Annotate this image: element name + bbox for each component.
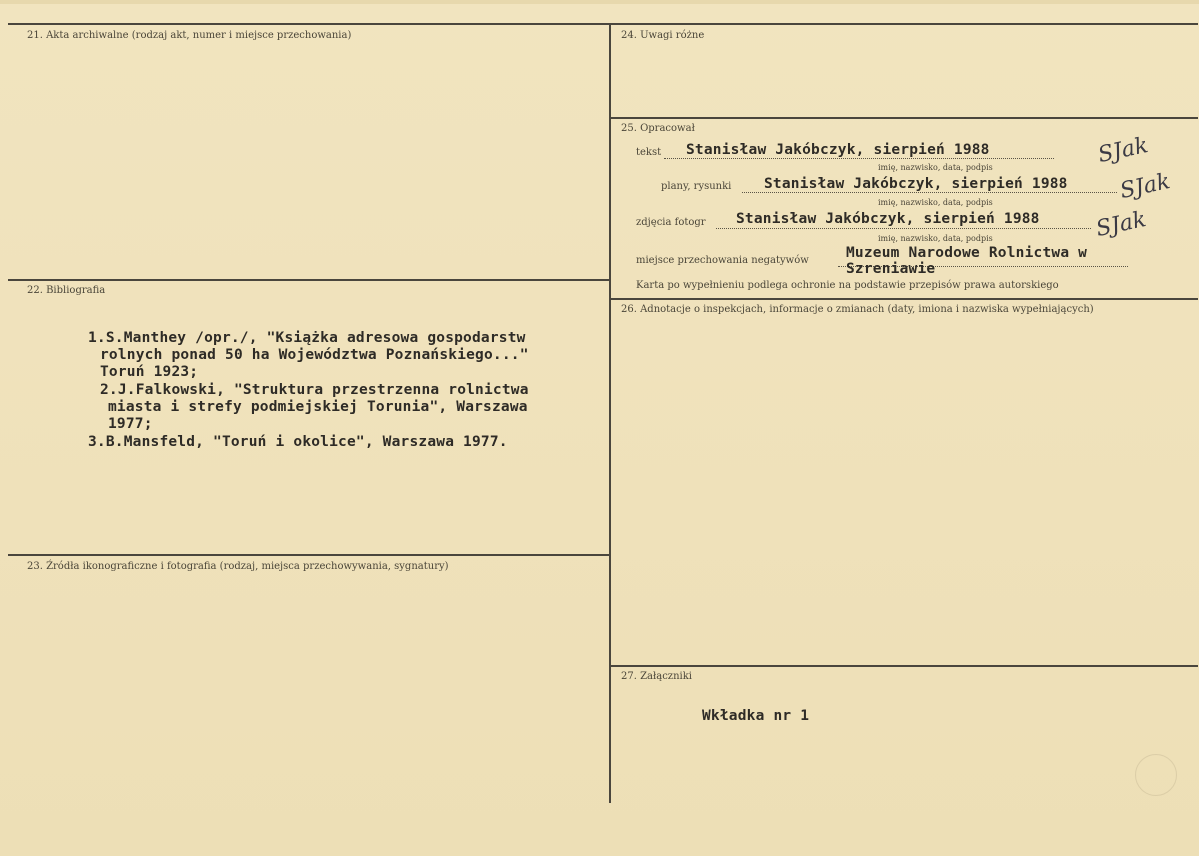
bibliography-line-2: rolnych ponad 50 ha Województwa Poznańskiego...": [100, 347, 529, 363]
copyright-note: Karta po wypełnieniu podlega ochronie na podstawie przepisów prawa autorskiego: [636, 280, 1059, 291]
divider-25-26: [610, 298, 1198, 300]
top-border: [8, 23, 1198, 25]
section-26-label: 26. Adnotacje o inspekcjach, informacje o zmianach (daty, imiona i nazwiska wypełniających): [621, 304, 1094, 315]
negatywy-value-line2: Szreniawie: [846, 261, 936, 277]
section-25-label: 25. Opracował: [621, 123, 695, 134]
faint-stamp-mark: [1135, 754, 1177, 796]
negatywy-label: miejsce przechowania negatywów: [636, 255, 809, 266]
plany-caption: imię, nazwisko, data, podpis: [878, 198, 993, 207]
divider-26-27: [610, 665, 1198, 667]
plany-label: plany, rysunki: [661, 181, 732, 192]
divider-24-25: [610, 117, 1198, 119]
tekst-caption: imię, nazwisko, data, podpis: [878, 163, 993, 172]
section-24-label: 24. Uwagi różne: [621, 30, 705, 41]
bibliography-line-3: Toruń 1923;: [100, 364, 199, 380]
divider-22-23: [8, 554, 610, 556]
tekst-value: Stanisław Jakóbczyk, sierpień 1988: [686, 142, 990, 158]
bibliography-line-4: 2.J.Falkowski, "Struktura przestrzenna rolnictwa: [100, 382, 529, 398]
tekst-underline: [664, 158, 1054, 159]
section-23-label: 23. Źródła ikonograficzne i fotografia (rodzaj, miejsca przechowywania, sygnatury): [27, 561, 449, 572]
zdjecia-value: Stanisław Jakóbczyk, sierpień 1988: [736, 211, 1040, 227]
zdjecia-signature: SJak: [1093, 207, 1149, 242]
attachment-item: Wkładka nr 1: [702, 708, 810, 724]
zdjecia-underline: [716, 228, 1091, 229]
plany-underline: [742, 192, 1117, 193]
tekst-signature: SJak: [1095, 133, 1151, 168]
zdjecia-label: zdjęcia fotogr: [636, 217, 706, 228]
card-top-edge: [0, 0, 1199, 4]
plany-signature: SJak: [1117, 169, 1173, 204]
section-22-label: 22. Bibliografia: [27, 285, 106, 296]
bibliography-line-6: 1977;: [108, 416, 153, 432]
section-21-label: 21. Akta archiwalne (rodzaj akt, numer i miejsce przechowania): [27, 30, 352, 41]
tekst-label: tekst: [636, 147, 662, 158]
zdjecia-caption: imię, nazwisko, data, podpis: [878, 234, 993, 243]
bibliography-line-1: 1.S.Manthey /opr./, "Książka adresowa gospodarstw: [88, 330, 526, 346]
plany-value: Stanisław Jakóbczyk, sierpień 1988: [764, 176, 1068, 192]
negatywy-value-line1: Muzeum Narodowe Rolnictwa w: [846, 245, 1088, 261]
center-divider: [609, 23, 611, 803]
bibliography-line-7: 3.B.Mansfeld, "Toruń i okolice", Warszawa 1977.: [88, 434, 508, 450]
divider-21-22: [8, 279, 610, 281]
bibliography-line-5: miasta i strefy podmiejskiej Torunia", Warszawa: [108, 399, 528, 415]
section-27-label: 27. Załączniki: [621, 671, 692, 682]
